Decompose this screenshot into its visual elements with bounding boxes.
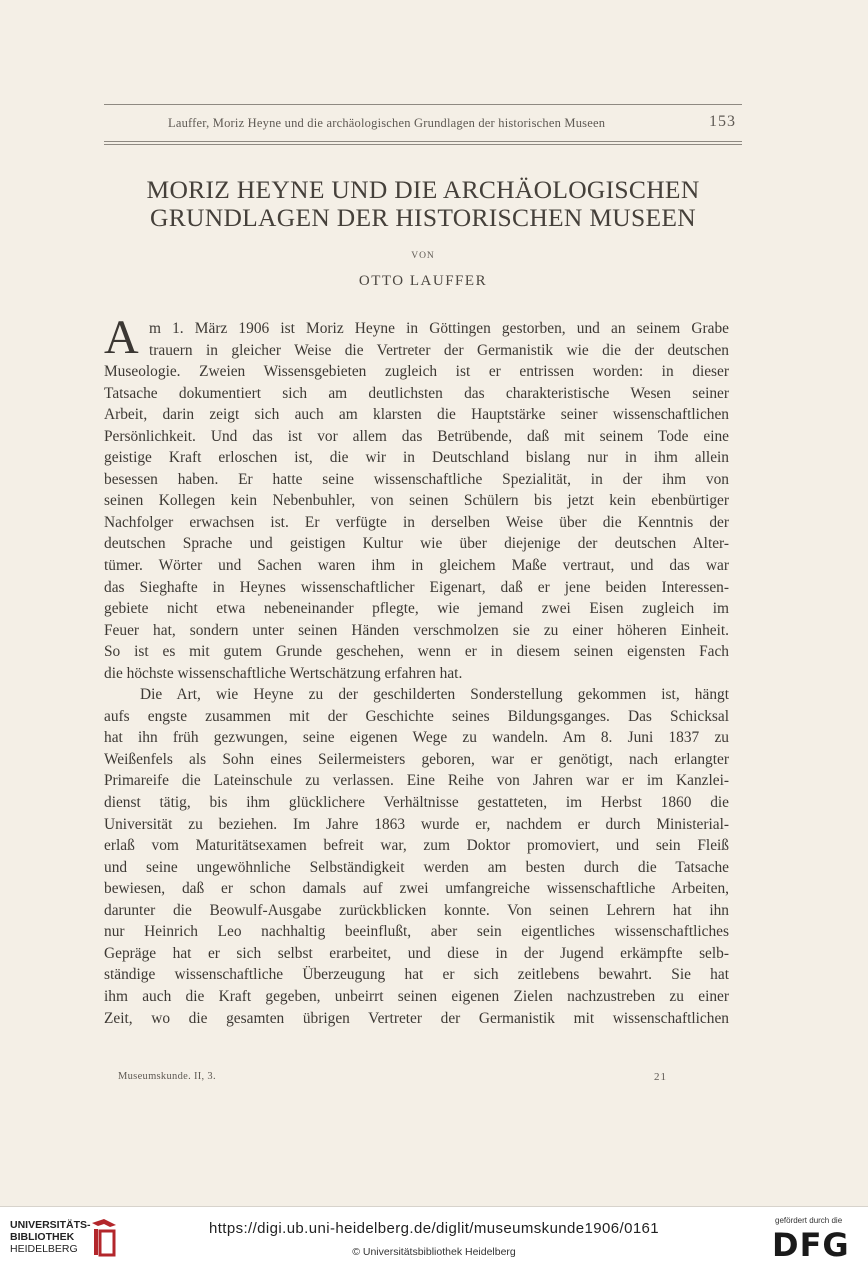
dfg-caption: gefördert durch die (775, 1216, 843, 1225)
text-line: ständige wissenschaftliche Überzeugung hat er sich zeitlebens bewahrt. Sie hat (104, 966, 729, 984)
text-line: Nachfolger erwachsen ist. Er verfügte in derselben Weise über die Kenntnis der (104, 513, 729, 531)
text-line: Die Art, wie Heyne zu der geschilderten Sonderstellung gekommen ist, hängt (140, 686, 729, 704)
text-line: dienst tätig, bis ihm glücklichere Verhältnisse gestatteten, im Herbst 1860 die (104, 794, 729, 812)
text-line: Primareife die Lateinschule zu verlassen. Eine Reihe von Jahren war er im Kanzlei- (104, 772, 729, 790)
text-line: hat ihn früh gezwungen, seine eigenen Wege zu wandeln. Am 8. Juni 1837 zu (104, 729, 729, 747)
title-line-1: MORIZ HEYNE UND DIE ARCHÄOLOGISCHEN (146, 175, 700, 204)
text-line: bewiesen, daß er schon damals auf zwei umfangreiche wissenschaftliche Arbeiten, (104, 880, 729, 898)
text-line: tümer. Wörter und Sachen waren ihm in gleichem Maße vertraut, und das war (104, 557, 729, 575)
byline-von: VON (411, 251, 435, 261)
running-head-text: Lauffer, Moriz Heyne und die archäologischen Grundlagen der historischen Museen (168, 116, 606, 130)
text-line: m 1. März 1906 ist Moriz Heyne in Göttingen gestorben, und an seinem Grabe (149, 320, 729, 337)
footer-sheet-number: 21 (654, 1071, 667, 1083)
text-line: Museologie. Zweien Wissensgebieten zugleich ist er entrissen worden: in dieser (104, 363, 729, 381)
logo-line-3: HEIDELBERG (10, 1243, 78, 1255)
text-line: aufs engste zusammen mit der Geschichte seines Bildungsganges. Das Schicksal (104, 707, 729, 725)
text-line: ihm auch die Kraft gegeben, unbeirrt seinen eigenen Zielen nachzustreben zu einer (104, 987, 729, 1005)
text-line: deutschen Sprache und geistigen Kultur wie über diejenige der deutschen Alter- (104, 535, 729, 553)
text-line: darunter die Beowulf-Ausgabe zurückblicken konnte. Von seinen Lehrern hat ihn (104, 901, 729, 919)
page-number: 153 (709, 113, 736, 130)
text-line: Zeit, wo die gesamten übrigen Vertreter der Germanistik mit wissenschaftlichen (104, 1009, 729, 1027)
logo-line-2: BIBLIOTHEK (10, 1231, 75, 1243)
text-line: seinen Kollegen kein Nebenbuhler, von seinen Schülern bis jetzt kein ebenbürtiger (104, 492, 729, 510)
text-line: Feuer hat, sondern unter seinen Händen verschmolzen sie zu einer höheren Einheit. (104, 621, 729, 639)
dfg-logo[interactable]: DFG (772, 1226, 850, 1264)
text-line: Universität zu beziehen. Im Jahre 1863 wurde er, nachdem er durch Ministerial- (104, 815, 729, 833)
text-line: So ist es mit gutem Grunde geschehen, wenn er in diesem seinen eigensten Fach (104, 643, 729, 661)
text-line: trauern in gleicher Weise die Vertreter der Germanistik wie die der deutschen (149, 341, 729, 359)
header-rule-double (104, 144, 742, 145)
running-head (104, 114, 742, 136)
text-line: Weißenfels als Sohn eines Seilermeisters geboren, war er genötigt, nach erlangter (104, 750, 729, 768)
top-rule (104, 104, 742, 105)
article-title (104, 176, 742, 232)
article-body (104, 318, 729, 1029)
text-line: die höchste wissenschaftliche Wertschätzung erfahren hat. (104, 664, 463, 682)
text-line: und seine ungewöhnliche Selbständigkeit werden am besten durch die Tatsache (104, 858, 729, 876)
title-line-2: GRUNDLAGEN DER HISTORISCHEN MUSEEN (150, 203, 696, 232)
viewer-footer-bar (0, 1206, 868, 1269)
text-line: das Sieghafte in Heynes wissenschaftlicher Eigenart, daß er jene beiden Interessen- (104, 578, 729, 596)
author-name: OTTO LAUFFER (358, 273, 488, 289)
drop-initial: A (104, 311, 139, 364)
header-rule (104, 141, 742, 142)
text-line: gebiete nicht etwa nebeneinander pflegte, wie jemand zwei Eisen zugleich im (104, 600, 729, 618)
text-line: geistige Kraft erloschen ist, die wir in Deutschland bislang nur in ihm allein (104, 449, 729, 467)
text-line: Gepräge hat er sich selbst erarbeitet, und diese in der Jugend erkämpfte selb- (104, 944, 729, 962)
text-line: Persönlichkeit. Und das ist vor allem das Betrübende, daß mit seinem Tode eine (104, 427, 729, 445)
text-line: Tatsache dokumentiert sich am deutlichsten das charakteristische Wesen seiner (104, 384, 729, 402)
text-line: besessen haben. Er hatte seine wissenschaftliche Spezialität, in der ihm von (104, 470, 729, 488)
permalink-url[interactable]: https://digi.ub.uni-heidelberg.de/diglit/museumskunde1906/0161 (208, 1220, 660, 1237)
text-line: Arbeit, darin zeigt sich auch am klarsten die Hauptstärke seiner wissenschaftlichen (104, 406, 729, 424)
footer-signature: Museumskunde. II, 3. (118, 1071, 216, 1082)
logo-line-1: UNIVERSITÄTS- (10, 1219, 91, 1231)
text-line: erlaß vom Maturitätsexamen befreit war, zum Doktor promoviert, und sein Fleiß (104, 837, 729, 855)
copyright-notice: © Universitätsbibliothek Heidelberg (352, 1246, 516, 1258)
text-line: nur Heinrich Leo nachhaltig beeinflußt, aber sein eigentliches wissenschaftliches (104, 923, 729, 941)
